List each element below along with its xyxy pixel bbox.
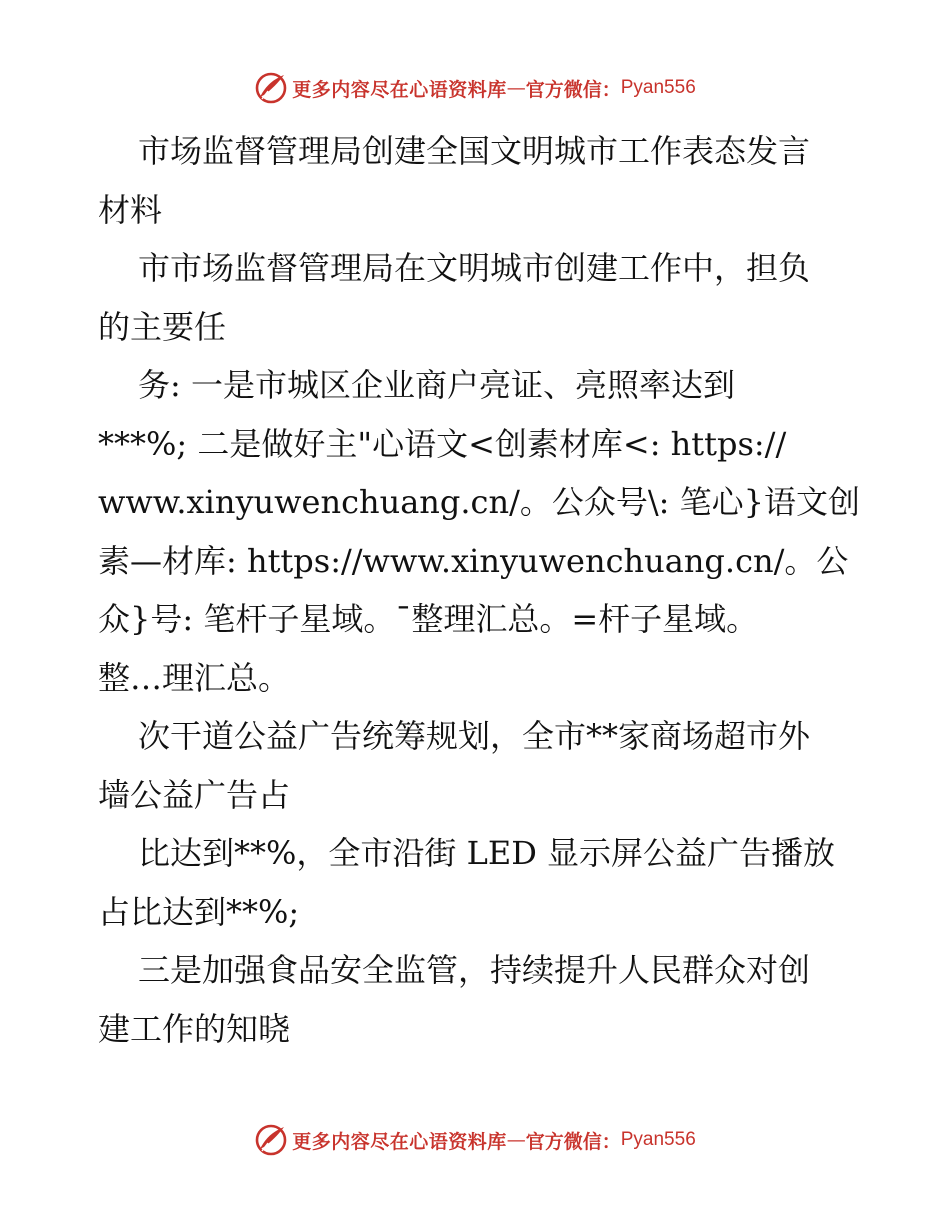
text-line: 材料 [98, 190, 163, 229]
banner-slogan: 更多内容尽在心语资料库 [292, 78, 507, 101]
text-line: 务: 一是市城区企业商户亮证、亮照率达到 [138, 366, 735, 404]
text-line: ***%; 二是做好主"心语文<创素材库<: https:// [98, 424, 787, 463]
text-line: 比达到**%，全市沿街 LED 显示屏公益广告播放 [138, 834, 836, 872]
quill-pen-logo-icon [254, 1123, 288, 1157]
text-line: 的主要任 [98, 307, 227, 346]
document-body [98, 122, 860, 1058]
text-line: 墙公益广告占 [98, 775, 291, 814]
banner-slogan: 更多内容尽在心语资料库 [292, 1130, 507, 1153]
text-line: 市场监督管理局创建全国文明城市工作表态发言 [138, 132, 811, 170]
text-line: 众}号: 笔杆子星域。¯整理汇总。=杆子星域。 [98, 600, 759, 638]
banner-wechat-label: 官方微信： [525, 1130, 621, 1153]
text-line: 素—材库: https://www.xinyuwenchuang.cn/。公 [98, 541, 849, 580]
header-banner [0, 70, 950, 106]
banner-separator: — [506, 1129, 526, 1151]
banner-wechat-id: Pyan556 [620, 77, 696, 98]
banner-wechat-label: 官方微信： [525, 78, 621, 101]
text-line: 三是加强食品安全监管，持续提升人民群众对创 [138, 951, 811, 989]
banner-separator: — [506, 77, 526, 99]
quill-pen-logo-icon [254, 71, 288, 105]
footer-banner [0, 1122, 950, 1158]
text-line: 建工作的知晓 [98, 1009, 291, 1048]
text-line: 次干道公益广告统筹规划，全市**家商场超市外 [138, 717, 811, 755]
banner-wechat-id: Pyan556 [620, 1129, 696, 1150]
text-line: 市市场监督管理局在文明城市创建工作中，担负 [138, 249, 811, 287]
text-line: www.xinyuwenchuang.cn/。公众号\: 笔心}语文创 [98, 483, 860, 521]
text-line: 整…理汇总。 [98, 658, 291, 697]
text-line: 占比达到**%; [98, 892, 300, 931]
